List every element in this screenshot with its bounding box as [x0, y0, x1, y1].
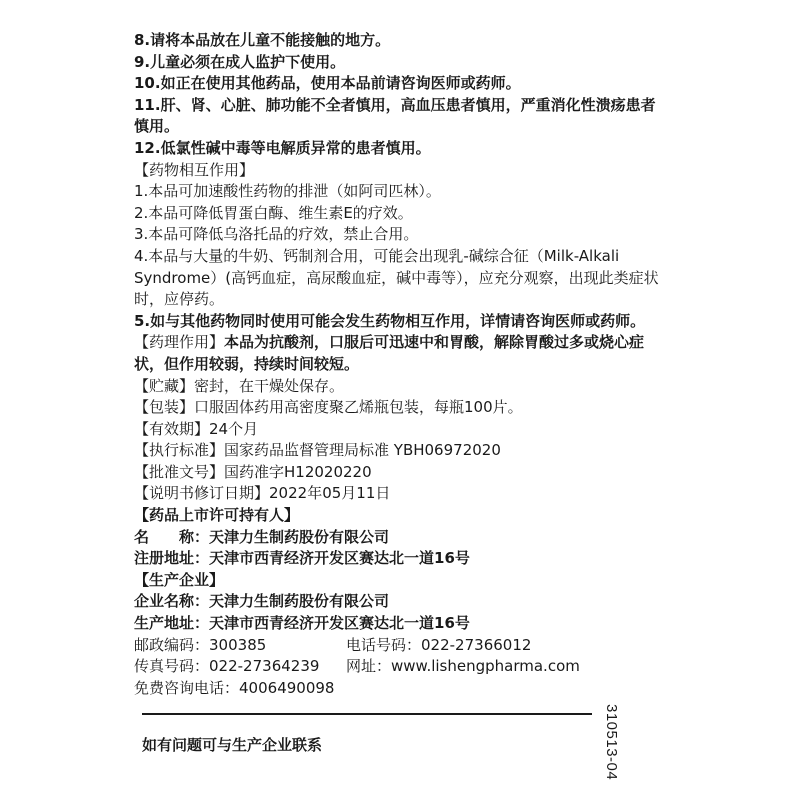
hotline-label: 免费咨询电话：	[134, 678, 240, 697]
packaging-heading: 【包装】	[134, 398, 195, 417]
packaging-section	[134, 397, 664, 419]
precaution-11: 11.肝、肾、心脏、肺功能不全者慎用，高血压患者慎用，严重消化性溃疡患者慎用。	[134, 95, 656, 136]
manufacturer-heading: 【生产企业】	[134, 570, 225, 589]
phone: 022-27366012	[421, 635, 532, 654]
hotline-line	[134, 678, 664, 700]
manufacturer-address: 天津市西青经济开发区赛达北一道16号	[209, 614, 470, 633]
manufacturer-name-label: 企业名称：	[134, 592, 210, 611]
manufacturer-address-label: 生产地址：	[134, 614, 210, 633]
holder-heading: 【药品上市许可持有人】	[134, 506, 300, 525]
hotline: 4006490098	[239, 678, 335, 697]
fax-web-row	[134, 656, 664, 678]
approval-section	[134, 462, 664, 484]
holder-name-label: 名 称：	[134, 527, 210, 546]
manufacturer-address-line	[134, 613, 664, 635]
phone-label: 电话号码：	[346, 635, 422, 654]
packaging-text: 口服固体药用高密度聚乙烯瓶包装，每瓶100片。	[194, 398, 523, 417]
fax: 022-27364239	[209, 657, 320, 676]
validity-section	[134, 419, 664, 441]
revision-text: 2022年05月11日	[269, 484, 391, 503]
storage-heading: 【贮藏】	[134, 376, 195, 395]
fax-label: 传真号码：	[134, 657, 210, 676]
manufacturer-name: 天津力生制药股份有限公司	[209, 592, 390, 611]
storage-section	[134, 376, 664, 398]
holder-address-line	[134, 548, 664, 570]
holder-name-line	[134, 527, 664, 549]
interaction-4: 4.本品与大量的牛奶、钙制剂合用，可能会出现乳-碱综合征（Milk-Alkali Syndrome）(高钙血症，高尿酸血症，碱中毒等），应充分观察，出现此类症状时，应停药。	[134, 246, 659, 309]
precaution-9: 9.儿童必须在成人监护下使用。	[134, 52, 346, 71]
postcode-cell	[134, 635, 346, 657]
web-address: www.lishengpharma.com	[391, 657, 580, 676]
web-label: 网址：	[346, 657, 392, 676]
pharmacology-section	[134, 332, 664, 375]
standard-text: 国家药品监督管理局标准 YBH06972020	[224, 441, 501, 460]
pharmacology-heading: 【药理作用】	[134, 333, 225, 352]
approval-heading: 【批准文号】	[134, 462, 225, 481]
standard-heading: 【执行标准】	[134, 441, 225, 460]
storage-text: 密封，在干燥处保存。	[194, 376, 345, 395]
revision-heading: 【说明书修订日期】	[134, 484, 270, 503]
validity-text: 24个月	[209, 419, 259, 438]
standard-section	[134, 440, 664, 462]
validity-heading: 【有效期】	[134, 419, 210, 438]
precaution-10: 10.如正在使用其他药品，使用本品前请咨询医师或药师。	[134, 74, 521, 93]
interaction-1: 1.本品可加速酸性药物的排泄（如阿司匹林）。	[134, 182, 441, 201]
contact-footer: 如有问题可与生产企业联系	[142, 736, 323, 754]
interaction-2: 2.本品可降低胃蛋白酶、维生素E的疗效。	[134, 203, 413, 222]
web-cell	[346, 656, 580, 678]
approval-text: 国药准字H12020220	[224, 462, 372, 481]
fax-cell	[134, 656, 346, 678]
holder-address: 天津市西青经济开发区赛达北一道16号	[209, 549, 470, 568]
interaction-5: 5.如与其他药物同时使用可能会发生药物相互作用，详情请咨询医师或药师。	[134, 311, 646, 330]
pharmacology-text: 本品为抗酸剂，口服后可迅速中和胃酸，解除胃酸过多或烧心症状，但作用较弱，持续时间较短。	[134, 333, 645, 373]
postcode: 300385	[209, 635, 267, 654]
leaflet-body	[134, 30, 664, 699]
precaution-12: 12.低氯性碱中毒等电解质异常的患者慎用。	[134, 138, 431, 157]
revision-section	[134, 483, 664, 505]
phone-cell	[346, 635, 531, 657]
precaution-8: 8.请将本品放在儿童不能接触的地方。	[134, 31, 391, 49]
postcode-label: 邮政编码：	[134, 635, 210, 654]
manufacturer-name-line	[134, 591, 664, 613]
divider-line	[142, 713, 592, 715]
document-code: 310513-04	[603, 704, 620, 781]
interactions-heading: 【药物相互作用】	[134, 160, 255, 179]
postcode-phone-row	[134, 635, 664, 657]
holder-address-label: 注册地址：	[134, 549, 210, 568]
interaction-3: 3.本品可降低乌洛托品的疗效，禁止合用。	[134, 225, 419, 244]
holder-name: 天津力生制药股份有限公司	[209, 527, 390, 546]
